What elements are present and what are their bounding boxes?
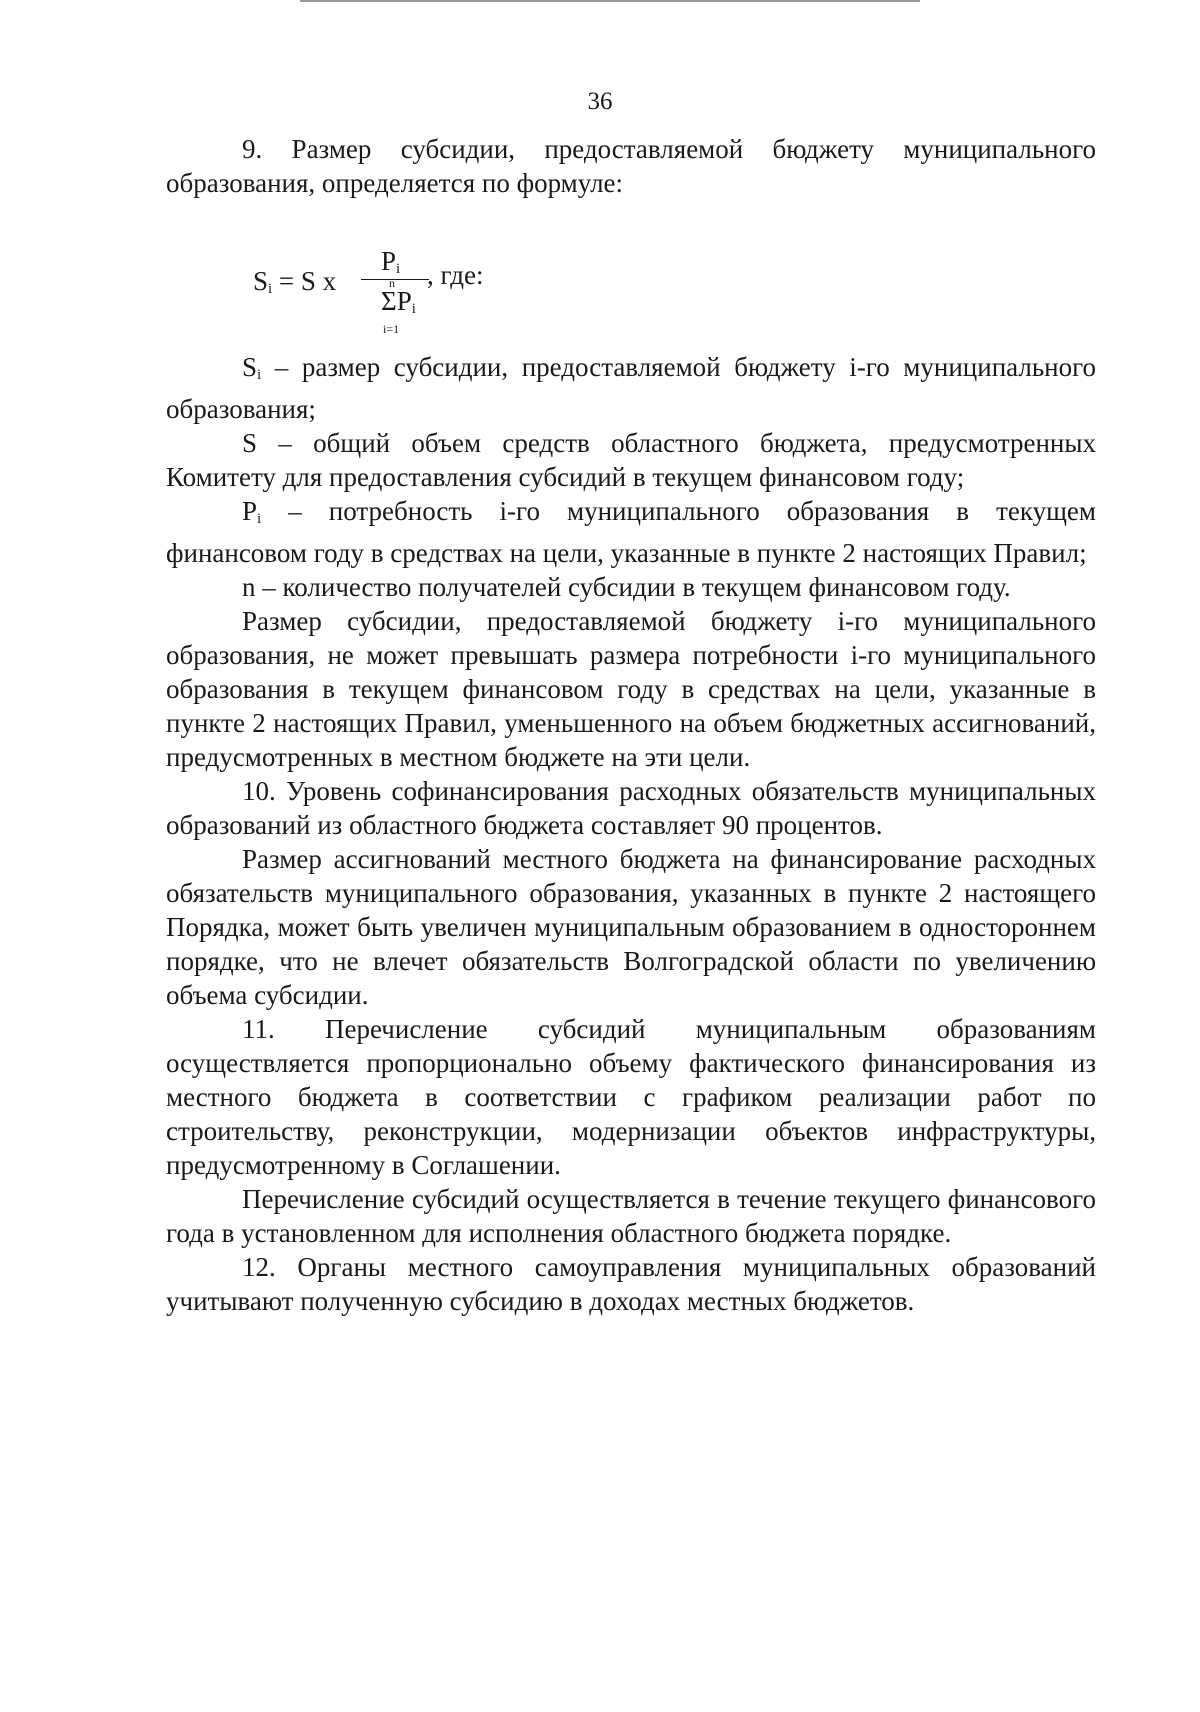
- paragraph-transfer-procedure: Перечисление субсидий осуществляется в течение текущего финансового года в установленном для исполнения областного бюджета порядке.: [166, 1183, 1096, 1248]
- formula-denominator: [381, 286, 416, 318]
- formula-numerator-subscript: i: [396, 260, 401, 277]
- paragraph-12-accounting-of-subsidy: 12. Органы местного самоуправления муниципальных образований учитывают полученную субсидию в доходах местных бюджетов.: [166, 1251, 1096, 1316]
- subsidy-formula: [253, 246, 653, 346]
- paragraph-subsidy-limit: Размер субсидии, предоставляемой бюджету i-го муниципального образования, не может превышать размера потребности i-го муниципального образования в текущем финансовом году в средствах на цели, указанные в пункте 2 настоящих Правил, уменьшенного на объем бюджетных ассигнований, предусмотренных в местном бюджете на эти цели.: [166, 605, 1096, 772]
- formula-lhs: [253, 266, 336, 298]
- formula-denominator-symbol: ΣP: [381, 286, 412, 316]
- definition-pi-subscript: i: [257, 510, 262, 527]
- paragraph-local-budget-increase: Размер ассигнований местного бюджета на финансирование расходных обязательств муниципального образования, указанных в пункте 2 настоящего Порядка, может быть увеличен муниципальным образованием в одностороннем порядке, что не влечет обязательств Волгоградской области по увеличению объема субсидии.: [166, 843, 1096, 1010]
- definitions-and-rules: [166, 350, 1096, 1318]
- formula-numerator: [381, 246, 400, 278]
- formula-lhs-subscript: i: [268, 280, 273, 297]
- formula-numerator-symbol: P: [381, 246, 397, 276]
- page-number: 36: [587, 88, 613, 115]
- definition-si-text: – размер субсидии, предоставляемой бюджету i-го муниципального образования;: [166, 352, 1096, 424]
- formula-sum-upper-limit: n: [389, 276, 395, 290]
- paragraph-11-transfer-of-subsidies: 11. Перечисление субсидий муниципальным образованиям осуществляется пропорционально объему фактического финансирования из местного бюджета в соответствии с графиком реализации работ по строительству, реконструкции, модернизации объектов инфраструктуры, предусмотренному в Соглашении.: [166, 1013, 1096, 1180]
- definition-pi: [166, 494, 1096, 570]
- definition-si-symbol: S: [242, 352, 258, 382]
- definition-pi-symbol: P: [242, 495, 258, 526]
- formula-lhs-symbol: S: [253, 266, 269, 296]
- intro-block: [166, 132, 1096, 200]
- formula-fraction-bar: [361, 279, 429, 280]
- definition-si: [166, 350, 1096, 426]
- intro-paragraph: 9. Размер субсидии, предоставляемой бюджету муниципального образования, определяется по формуле:: [166, 134, 1096, 198]
- scan-top-edge: [300, 0, 920, 2]
- paragraph-10-cofinancing-level: 10. Уровень софинансирования расходных обязательств муниципальных образований из областного бюджета составляет 90 процентов.: [166, 775, 1096, 840]
- formula-equals: = S x: [272, 266, 337, 296]
- definition-pi-text: – потребность i-го муниципального образования в текущем финансовом году в средствах на цели, указанные в пункте 2 настоящих Правил;: [166, 495, 1096, 568]
- definition-s: S – общий объем средств областного бюджета, предусмотренных Комитету для предоставления субсидий в текущем финансовом году;: [166, 427, 1096, 492]
- formula-where: , где:: [427, 260, 484, 290]
- definition-n: n – количество получателей субсидии в текущем финансовом году.: [242, 571, 1011, 602]
- formula-denominator-subscript: i: [411, 300, 416, 317]
- formula-sum-lower-limit: i=1: [383, 322, 400, 336]
- definition-si-subscript: i: [257, 366, 262, 383]
